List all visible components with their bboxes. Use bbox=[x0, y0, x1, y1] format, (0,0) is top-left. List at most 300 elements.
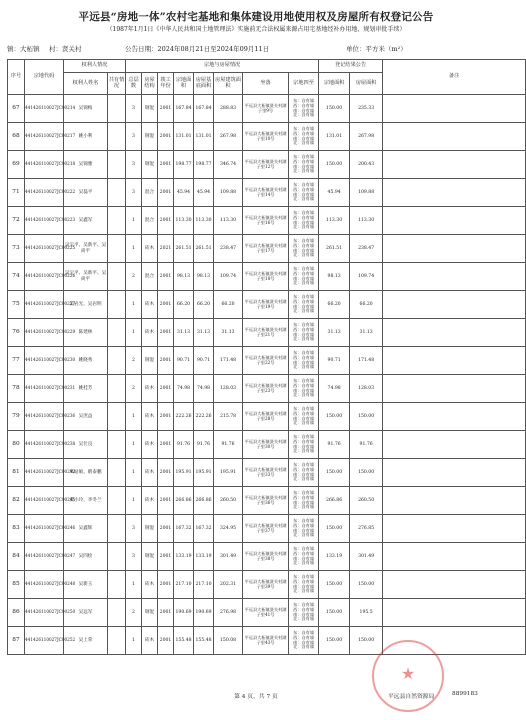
cell-base-area: 98.13 bbox=[194, 263, 214, 291]
cell-structure: 砖木 bbox=[142, 431, 158, 459]
cell-land-area: 217.10 bbox=[174, 571, 194, 599]
cell-land-area: 133.19 bbox=[174, 543, 194, 571]
page-title: 平远县“房地一体”农村宅基地和集体建设用地使用权及房屋所有权登记公告 bbox=[78, 11, 434, 23]
cell-reg-land-area: 150.00 bbox=[319, 95, 350, 123]
cell-floors: 1 bbox=[126, 571, 142, 599]
cell-base-area: 261.51 bbox=[194, 235, 214, 263]
cell-year: 2001 bbox=[158, 207, 174, 235]
cell-reg-land-area: 90.71 bbox=[319, 347, 350, 375]
cell-seq: 85 bbox=[8, 571, 25, 599]
cell-location: 平远县大柘镇贤关村湖子里33号 bbox=[243, 459, 289, 487]
cell-base-area: 74.98 bbox=[194, 375, 214, 403]
cell-reg-building-area: 109.74 bbox=[350, 263, 383, 291]
period-label: 公告日期：2024年08月21日至2024年09月11日 bbox=[125, 45, 270, 53]
cell-location: 平远县大柘镇贤关村湖子里10号 bbox=[243, 123, 289, 151]
cell-holder: 吴锦雅 bbox=[64, 151, 108, 179]
cell-structure: 砖木 bbox=[142, 571, 158, 599]
cell-seq: 67 bbox=[8, 95, 25, 123]
cell-land-area: 74.98 bbox=[174, 375, 194, 403]
cell-holder: 黄小玲、李冬兰 bbox=[64, 487, 108, 515]
cell-reg-land-area: 45.94 bbox=[319, 179, 350, 207]
cell-land-area: 91.76 bbox=[174, 431, 194, 459]
cell-shared bbox=[108, 543, 126, 571]
cell-year: 2001 bbox=[158, 627, 174, 655]
table-row bbox=[8, 515, 526, 543]
table-row bbox=[8, 571, 526, 599]
cell-floors: 1 bbox=[126, 431, 142, 459]
cell-shared bbox=[108, 627, 126, 655]
cell-reg-building-area: 171.48 bbox=[350, 347, 383, 375]
cell-seq: 72 bbox=[8, 207, 25, 235]
cell-seq: 80 bbox=[8, 431, 25, 459]
cell-boundary: 东：自有墙 西：自有墙 南：自有墙 北：自有墙 bbox=[289, 347, 319, 375]
cell-year: 2021 bbox=[158, 235, 174, 263]
header-boundary: 宗地四至 bbox=[289, 73, 319, 95]
cell-location: 平远县大柘镇贤关村湖子里37号 bbox=[243, 515, 289, 543]
cell-boundary: 东：自有墙 西：自有墙 南：自有墙 北：自有墙 bbox=[289, 263, 319, 291]
cell-structure: 砖木 bbox=[142, 319, 158, 347]
cell-building-area: 346.74 bbox=[214, 151, 243, 179]
cell-building-area: 195.91 bbox=[214, 459, 243, 487]
cell-building-area: 288.83 bbox=[214, 95, 243, 123]
cell-boundary: 东：自有墙 西：自有墙 南：自有墙 北：自有墙 bbox=[289, 543, 319, 571]
header-group-rights: 权利人情况 bbox=[64, 60, 126, 73]
cell-year: 2001 bbox=[158, 375, 174, 403]
table-row bbox=[8, 375, 526, 403]
cell-shared bbox=[108, 235, 126, 263]
cell-base-area: 31.13 bbox=[194, 319, 214, 347]
cell-seq: 82 bbox=[8, 487, 25, 515]
cell-building-area: 150.08 bbox=[214, 627, 243, 655]
cell-code: 441426110027JC00236 bbox=[25, 403, 64, 431]
table-row bbox=[8, 123, 526, 151]
cell-note bbox=[383, 515, 526, 543]
cell-note bbox=[383, 291, 526, 319]
table-row bbox=[8, 627, 526, 655]
cell-base-area: 222.26 bbox=[194, 403, 214, 431]
cell-code: 441426110027JC00238 bbox=[25, 431, 64, 459]
cell-note bbox=[383, 319, 526, 347]
cell-holder: 吴鑫辉 bbox=[64, 515, 108, 543]
cell-year: 2001 bbox=[158, 599, 174, 627]
cell-location: 平远县大柘镇贤关村湖子里23号 bbox=[243, 375, 289, 403]
cell-location: 平远县大柘镇贤关村湖子里38号 bbox=[243, 543, 289, 571]
cell-floors: 1 bbox=[126, 487, 142, 515]
cell-boundary: 东：自有墙 西：自有墙 南：自有墙 北：自有墙 bbox=[289, 515, 319, 543]
cell-floors: 2 bbox=[126, 375, 142, 403]
cell-base-area: 190.69 bbox=[194, 599, 214, 627]
table-row bbox=[8, 403, 526, 431]
cell-building-area: 215.78 bbox=[214, 403, 243, 431]
cell-building-area: 202.31 bbox=[214, 571, 243, 599]
cell-structure: 混合 bbox=[142, 207, 158, 235]
cell-holder: 吴四桧 bbox=[64, 543, 108, 571]
header-seq: 序号 bbox=[8, 60, 25, 95]
cell-holder: 姚桂芳 bbox=[64, 375, 108, 403]
cell-year: 2001 bbox=[158, 151, 174, 179]
cell-holder: 吴岩光、吴岩明 bbox=[64, 291, 108, 319]
cell-location: 平远县大柘镇贤关村湖子里12号 bbox=[243, 151, 289, 179]
cell-code: 441426110027JC00248 bbox=[25, 571, 64, 599]
cell-boundary: 东：自有墙 西：自有墙 南：自有墙 北：自有墙 bbox=[289, 459, 319, 487]
cell-year: 2001 bbox=[158, 543, 174, 571]
cell-reg-land-area: 150.00 bbox=[319, 459, 350, 487]
cell-shared bbox=[108, 95, 126, 123]
cell-reg-land-area: 150.00 bbox=[319, 515, 350, 543]
cell-reg-land-area: 91.76 bbox=[319, 431, 350, 459]
cell-location: 平远县大柘镇贤关村湖子里17号 bbox=[243, 235, 289, 263]
cell-boundary: 东：自有墙 西：自有墙 南：自有墙 北：自有墙 bbox=[289, 571, 319, 599]
table-row bbox=[8, 487, 526, 515]
table-body bbox=[8, 95, 526, 655]
cell-shared bbox=[108, 347, 126, 375]
cell-building-area: 109.74 bbox=[214, 263, 243, 291]
cell-reg-land-area: 31.13 bbox=[319, 319, 350, 347]
cell-seq: 81 bbox=[8, 459, 25, 487]
table-row bbox=[8, 151, 526, 179]
table-row bbox=[8, 263, 526, 291]
cell-reg-land-area: 113.30 bbox=[319, 207, 350, 235]
cell-location: 平远县大柘镇贤关村湖子里19号 bbox=[243, 291, 289, 319]
cell-year: 2001 bbox=[158, 95, 174, 123]
cell-building-area: 238.47 bbox=[214, 235, 243, 263]
cell-structure: 砖木 bbox=[142, 375, 158, 403]
cell-note bbox=[383, 571, 526, 599]
cell-reg-building-area: 238.47 bbox=[350, 235, 383, 263]
village-label: 村：贤关村 bbox=[49, 45, 82, 53]
cell-structure: 钢混 bbox=[142, 123, 158, 151]
cell-year: 2001 bbox=[158, 403, 174, 431]
cell-structure: 砖木 bbox=[142, 403, 158, 431]
cell-year: 2001 bbox=[158, 487, 174, 515]
cell-floors: 3 bbox=[126, 179, 142, 207]
cell-floors: 3 bbox=[126, 543, 142, 571]
cell-base-area: 198.77 bbox=[194, 151, 214, 179]
cell-building-area: 267.98 bbox=[214, 123, 243, 151]
cell-reg-building-area: 301.49 bbox=[350, 543, 383, 571]
cell-location: 平远县大柘镇贤关村湖子里30号 bbox=[243, 431, 289, 459]
cell-floors: 1 bbox=[126, 627, 142, 655]
cell-year: 2001 bbox=[158, 347, 174, 375]
cell-code: 441426110027JC00229 bbox=[25, 319, 64, 347]
cell-holder: 吴上荣 bbox=[64, 627, 108, 655]
cell-building-area: 31.13 bbox=[214, 319, 243, 347]
table-row bbox=[8, 459, 526, 487]
cell-code: 441426110027JC00218 bbox=[25, 151, 64, 179]
cell-floors: 2 bbox=[126, 263, 142, 291]
cell-shared bbox=[108, 571, 126, 599]
cell-shared bbox=[108, 403, 126, 431]
cell-boundary: 东：自有墙 西：自有墙 南：自有墙 北：自有墙 bbox=[289, 235, 319, 263]
cell-reg-building-area: 195.5 bbox=[350, 599, 383, 627]
cell-land-area: 31.13 bbox=[174, 319, 194, 347]
cell-reg-building-area: 235.33 bbox=[350, 95, 383, 123]
cell-reg-land-area: 150.00 bbox=[319, 571, 350, 599]
cell-boundary: 东：自有墙 西：自有墙 南：自有墙 北：自有墙 bbox=[289, 319, 319, 347]
cell-shared bbox=[108, 515, 126, 543]
header-building-area: 房屋建筑面积 bbox=[214, 73, 243, 95]
cell-code: 441426110027JC00231 bbox=[25, 375, 64, 403]
cell-code: 441426110027JC00250 bbox=[25, 599, 64, 627]
cell-shared bbox=[108, 179, 126, 207]
cell-floors: 3 bbox=[126, 95, 142, 123]
cell-floors: 3 bbox=[126, 151, 142, 179]
cell-land-area: 113.30 bbox=[174, 207, 194, 235]
table-row bbox=[8, 179, 526, 207]
cell-holder: 姚小利 bbox=[64, 123, 108, 151]
table-row bbox=[8, 431, 526, 459]
cell-base-area: 167.32 bbox=[194, 515, 214, 543]
cell-boundary: 东：自有墙 西：自有墙 南：自有墙 北：自有墙 bbox=[289, 291, 319, 319]
cell-building-area: 301.49 bbox=[214, 543, 243, 571]
cell-seq: 73 bbox=[8, 235, 25, 263]
header-reg-building-area: 房屋面积 bbox=[350, 73, 383, 95]
cell-seq: 78 bbox=[8, 375, 25, 403]
cell-seq: 83 bbox=[8, 515, 25, 543]
cell-land-area: 198.77 bbox=[174, 151, 194, 179]
cell-note bbox=[383, 151, 526, 179]
cell-land-area: 131.01 bbox=[174, 123, 194, 151]
cell-land-area: 155.48 bbox=[174, 627, 194, 655]
cell-shared bbox=[108, 123, 126, 151]
cell-seq: 79 bbox=[8, 403, 25, 431]
cell-reg-building-area: 200.43 bbox=[350, 151, 383, 179]
cell-reg-land-area: 74.98 bbox=[319, 375, 350, 403]
cell-floors: 3 bbox=[126, 515, 142, 543]
cell-holder: 吴磊平 bbox=[64, 179, 108, 207]
cell-location: 平远县大柘镇贤关村湖子里36号 bbox=[243, 487, 289, 515]
table-row bbox=[8, 347, 526, 375]
cell-reg-land-area: 150.00 bbox=[319, 627, 350, 655]
table-row bbox=[8, 207, 526, 235]
cell-structure: 钢混 bbox=[142, 151, 158, 179]
cell-code: 441426110027JC00222 bbox=[25, 179, 64, 207]
cell-shared bbox=[108, 263, 126, 291]
cell-base-area: 266.86 bbox=[194, 487, 214, 515]
table-row bbox=[8, 319, 526, 347]
cell-base-area: 91.76 bbox=[194, 431, 214, 459]
cell-reg-land-area: 150.00 bbox=[319, 599, 350, 627]
cell-year: 2001 bbox=[158, 459, 174, 487]
cell-code: 441426110027JC00217 bbox=[25, 123, 64, 151]
cell-boundary: 东：自有墙 西：自有墙 南：自有墙 北：自有墙 bbox=[289, 403, 319, 431]
cell-reg-building-area: 66.20 bbox=[350, 291, 383, 319]
cell-note bbox=[383, 375, 526, 403]
header-reg-land-area: 宗地面积 bbox=[319, 73, 350, 95]
header-group-reg: 登记结果公告 bbox=[319, 60, 383, 73]
official-seal bbox=[372, 640, 444, 712]
cell-structure: 钢混 bbox=[142, 543, 158, 571]
cell-reg-building-area: 276.85 bbox=[350, 515, 383, 543]
cell-building-area: 276.98 bbox=[214, 599, 243, 627]
cell-floors: 1 bbox=[126, 403, 142, 431]
cell-shared bbox=[108, 151, 126, 179]
cell-note bbox=[383, 431, 526, 459]
cell-holder: 凤姑娘、鹤泰鹏 bbox=[64, 459, 108, 487]
cell-note bbox=[383, 487, 526, 515]
cell-land-area: 195.91 bbox=[174, 459, 194, 487]
table-row bbox=[8, 95, 526, 123]
cell-structure: 混合 bbox=[142, 179, 158, 207]
cell-code: 441426110027JC00246 bbox=[25, 515, 64, 543]
scanner-id: 8899183 bbox=[452, 691, 478, 697]
cell-reg-land-area: 150.00 bbox=[319, 403, 350, 431]
cell-land-area: 66.20 bbox=[174, 291, 194, 319]
cell-floors: 3 bbox=[126, 123, 142, 151]
cell-reg-building-area: 150.00 bbox=[350, 403, 383, 431]
cell-reg-building-area: 128.03 bbox=[350, 375, 383, 403]
cell-base-area: 195.91 bbox=[194, 459, 214, 487]
cell-boundary: 东：自有墙 西：自有墙 南：自有墙 北：自有墙 bbox=[289, 375, 319, 403]
cell-building-area: 324.95 bbox=[214, 515, 243, 543]
cell-seq: 68 bbox=[8, 123, 25, 151]
cell-structure: 砖木 bbox=[142, 459, 158, 487]
cell-code: 441426110027JC00242 bbox=[25, 459, 64, 487]
cell-code: 441426110027JC00226 bbox=[25, 263, 64, 291]
table-row bbox=[8, 599, 526, 627]
cell-reg-land-area: 266.86 bbox=[319, 487, 350, 515]
cell-land-area: 90.71 bbox=[174, 347, 194, 375]
table-row bbox=[8, 291, 526, 319]
cell-reg-building-area: 109.88 bbox=[350, 179, 383, 207]
cell-shared bbox=[108, 375, 126, 403]
header-holder: 权利人姓名 bbox=[64, 73, 108, 95]
town-label: 镇：大柘镇 bbox=[7, 45, 40, 53]
cell-boundary: 东：自有墙 西：自有墙 南：自有墙 北：自有墙 bbox=[289, 599, 319, 627]
cell-reg-building-area: 91.76 bbox=[350, 431, 383, 459]
cell-holder: 吴宝平、吴新平、吴尚平 bbox=[64, 263, 108, 291]
cell-holder: 吴宝平、吴新平、吴尚平 bbox=[64, 235, 108, 263]
seal-star-icon: ★ bbox=[400, 664, 416, 683]
cell-shared bbox=[108, 319, 126, 347]
header-floors: 总层数 bbox=[126, 73, 142, 95]
cell-structure: 砖木 bbox=[142, 487, 158, 515]
cell-floors: 1 bbox=[126, 235, 142, 263]
cell-shared bbox=[108, 599, 126, 627]
cell-boundary: 东：自有墙 西：自有墙 南：自有墙 北：自有墙 bbox=[289, 95, 319, 123]
cell-note bbox=[383, 95, 526, 123]
cell-shared bbox=[108, 431, 126, 459]
cell-reg-building-area: 150.00 bbox=[350, 627, 383, 655]
cell-base-area: 113.30 bbox=[194, 207, 214, 235]
cell-note bbox=[383, 123, 526, 151]
cell-building-area: 91.76 bbox=[214, 431, 243, 459]
cell-reg-land-area: 66.20 bbox=[319, 291, 350, 319]
cell-reg-land-area: 261.51 bbox=[319, 235, 350, 263]
cell-location: 平远县大柘镇贤关村湖子里28号 bbox=[243, 403, 289, 431]
cell-note bbox=[383, 347, 526, 375]
cell-base-area: 66.20 bbox=[194, 291, 214, 319]
cell-code: 441426110027JC00214 bbox=[25, 95, 64, 123]
cell-year: 2001 bbox=[158, 291, 174, 319]
meta-row bbox=[7, 44, 505, 56]
header-base-area: 房屋基底面积 bbox=[194, 73, 214, 95]
header-code: 宗地代码 bbox=[25, 60, 64, 95]
cell-location: 平远县大柘镇贤关村湖子里39号 bbox=[243, 571, 289, 599]
cell-building-area: 109.88 bbox=[214, 179, 243, 207]
header-shared: 共有情况 bbox=[108, 73, 126, 95]
cell-note bbox=[383, 263, 526, 291]
cell-land-area: 222.26 bbox=[174, 403, 194, 431]
cell-reg-building-area: 260.50 bbox=[350, 487, 383, 515]
cell-boundary: 东：自有墙 西：自有墙 南：自有墙 北：自有墙 bbox=[289, 151, 319, 179]
cell-structure: 钢混 bbox=[142, 95, 158, 123]
cell-building-area: 171.48 bbox=[214, 347, 243, 375]
cell-land-area: 190.69 bbox=[174, 599, 194, 627]
registration-table bbox=[7, 59, 526, 655]
cell-year: 2001 bbox=[158, 431, 174, 459]
header-land-area: 宗地面积 bbox=[174, 73, 194, 95]
cell-code: 441426110027JC00223 bbox=[25, 207, 64, 235]
cell-boundary: 东：自有墙 西：自有墙 南：自有墙 北：自有墙 bbox=[289, 487, 319, 515]
cell-note bbox=[383, 179, 526, 207]
cell-building-area: 260.50 bbox=[214, 487, 243, 515]
cell-floors: 2 bbox=[126, 599, 142, 627]
cell-seq: 84 bbox=[8, 543, 25, 571]
cell-location: 平远县大柘镇贤关村湖子里14号 bbox=[243, 179, 289, 207]
cell-note bbox=[383, 235, 526, 263]
cell-land-area: 45.94 bbox=[174, 179, 194, 207]
cell-reg-building-area: 113.30 bbox=[350, 207, 383, 235]
table-row bbox=[8, 543, 526, 571]
cell-code: 441426110027JC00230 bbox=[25, 347, 64, 375]
cell-seq: 69 bbox=[8, 151, 25, 179]
cell-seq: 76 bbox=[8, 319, 25, 347]
cell-seq: 77 bbox=[8, 347, 25, 375]
cell-location: 平远县大柘镇贤关村湖子里22号 bbox=[243, 347, 289, 375]
table-row bbox=[8, 235, 526, 263]
cell-boundary: 东：自有墙 西：自有墙 南：自有墙 北：自有墙 bbox=[289, 123, 319, 151]
cell-seq: 87 bbox=[8, 627, 25, 655]
cell-structure: 砖木 bbox=[142, 291, 158, 319]
cell-reg-land-area: 131.01 bbox=[319, 123, 350, 151]
cell-land-area: 261.51 bbox=[174, 235, 194, 263]
cell-code: 441426110027JC00245 bbox=[25, 487, 64, 515]
cell-year: 2001 bbox=[158, 515, 174, 543]
cell-seq: 71 bbox=[8, 179, 25, 207]
cell-seq: 74 bbox=[8, 263, 25, 291]
cell-code: 441426110027JC00252 bbox=[25, 627, 64, 655]
cell-reg-building-area: 150.00 bbox=[350, 459, 383, 487]
cell-base-area: 167.84 bbox=[194, 95, 214, 123]
cell-holder: 陈建林 bbox=[64, 319, 108, 347]
cell-land-area: 167.32 bbox=[174, 515, 194, 543]
cell-boundary: 东：自有墙 西：自有墙 南：自有墙 北：自有墙 bbox=[289, 431, 319, 459]
cell-code: 441426110027JC00247 bbox=[25, 543, 64, 571]
header-location: 坐落 bbox=[243, 73, 289, 95]
cell-boundary: 东：自有墙 西：自有墙 南：自有墙 北：自有墙 bbox=[289, 179, 319, 207]
cell-holder: 吴庶益 bbox=[64, 403, 108, 431]
cell-shared bbox=[108, 291, 126, 319]
cell-base-area: 45.94 bbox=[194, 179, 214, 207]
cell-shared bbox=[108, 207, 126, 235]
cell-reg-building-area: 31.13 bbox=[350, 319, 383, 347]
cell-base-area: 131.01 bbox=[194, 123, 214, 151]
cell-location: 平远县大柘镇贤关村湖子里21号 bbox=[243, 319, 289, 347]
cell-location: 平远县大柘镇贤关村湖子里43号 bbox=[243, 627, 289, 655]
cell-floors: 2 bbox=[126, 347, 142, 375]
cell-land-area: 167.84 bbox=[174, 95, 194, 123]
cell-code: 441426110027JC00225 bbox=[25, 235, 64, 263]
cell-structure: 砖木 bbox=[142, 235, 158, 263]
cell-holder: 姚晓秀 bbox=[64, 347, 108, 375]
cell-floors: 1 bbox=[126, 291, 142, 319]
cell-building-area: 66.20 bbox=[214, 291, 243, 319]
cell-holder: 吴鑫军 bbox=[64, 207, 108, 235]
cell-base-area: 155.48 bbox=[194, 627, 214, 655]
cell-floors: 1 bbox=[126, 207, 142, 235]
page-subtitle: （1987年1月1日《中华人民共和国土地管理法》实施前无合法权属来源占用宅基地经补办用地、规划审批手续） bbox=[106, 26, 406, 33]
